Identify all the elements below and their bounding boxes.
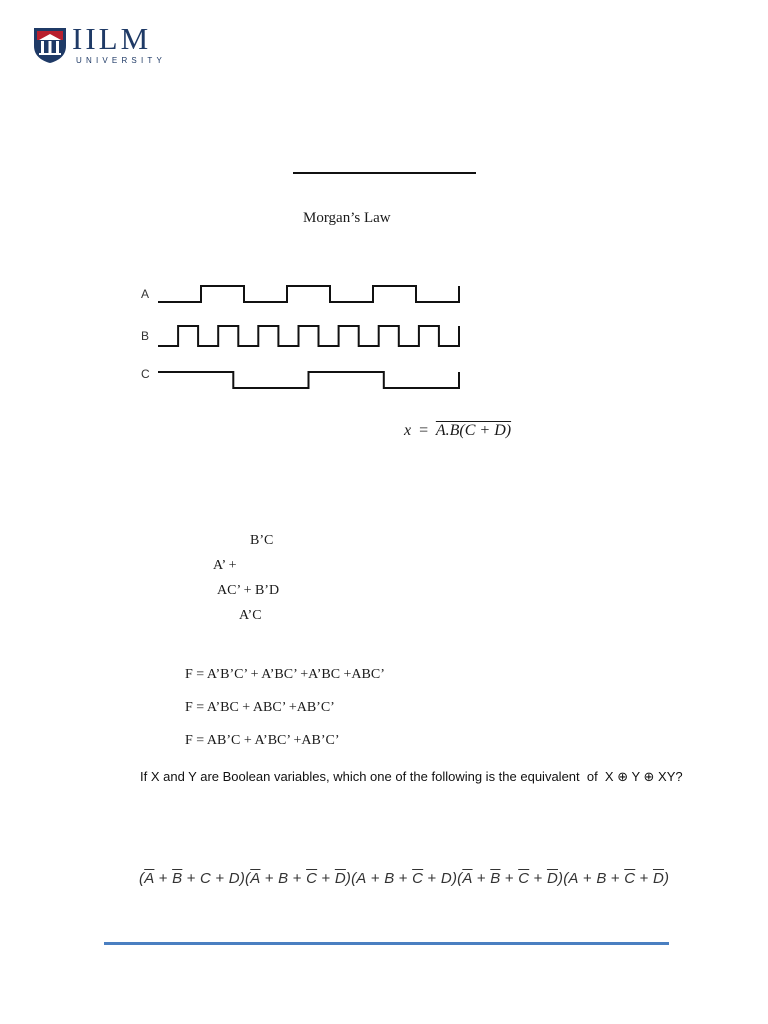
- pos-term: $(\overline{A} + \overline{B} + C + D)$: [139, 870, 246, 887]
- timing-diagram: [136, 278, 476, 398]
- expression-equals: =: [419, 422, 429, 439]
- option-2: A’ +: [213, 558, 237, 573]
- pos-variable: $\overline{C}$: [624, 870, 636, 887]
- pos-variable: B: [384, 870, 395, 887]
- option-3: AC’ + B’D: [217, 583, 280, 598]
- signal-label-a: A: [141, 287, 150, 301]
- pos-variable: $\overline{D}$: [546, 870, 558, 887]
- logo-subtitle: UNIVERSITY: [76, 56, 167, 65]
- boolean-expression: [404, 422, 511, 440]
- section-subtitle: Morgan’s Law: [303, 210, 391, 226]
- crest-icon: [32, 26, 68, 64]
- signal-label-b: B: [141, 329, 150, 343]
- waveform-a: [158, 286, 459, 302]
- expression-lhs: x: [404, 422, 412, 439]
- pos-variable: $\overline{D}$: [652, 870, 665, 887]
- pos-variable: D: [228, 870, 240, 887]
- pos-variable: A: [356, 870, 367, 887]
- pos-variable: $\overline{C}$: [306, 870, 318, 887]
- pos-variable: $\overline{D}$: [334, 870, 346, 887]
- pos-variable: $\overline{B}$: [490, 870, 501, 887]
- pos-term: $(A + B + \overline{C} + \overline{D})$: [563, 870, 670, 887]
- footer-rule: [104, 942, 669, 945]
- function-1: F = A’B’C’ + A’BC’ +A’BC +ABC’: [185, 667, 385, 682]
- waveform-c: [158, 372, 459, 388]
- product-expression: [139, 870, 669, 887]
- pos-variable: $\overline{A}$: [144, 870, 155, 887]
- pos-variable: A: [568, 870, 579, 887]
- pos-variable: $\overline{A}$: [462, 870, 473, 887]
- logo-name: IILM: [72, 21, 152, 56]
- pos-term: $(\overline{A} + \overline{B} + \overline{C} + \overline{D})$: [457, 870, 564, 887]
- function-2: F = A’BC + ABC’ +AB’C’: [185, 700, 335, 715]
- pos-variable: C: [200, 870, 212, 887]
- pos-variable: $\overline{B}$: [172, 870, 183, 887]
- university-logo: [32, 21, 182, 68]
- pos-variable: $\overline{A}$: [250, 870, 261, 887]
- pos-variable: B: [278, 870, 289, 887]
- pos-variable: D: [440, 870, 452, 887]
- signal-label-c: C: [141, 367, 150, 381]
- pos-variable: B: [596, 870, 607, 887]
- option-1: B’C: [250, 533, 274, 548]
- pos-term: $(A + B + \overline{C} + D)$: [351, 870, 458, 887]
- pos-variable: $\overline{C}$: [518, 870, 530, 887]
- pos-term: $(\overline{A} + B + \overline{C} + \overline{D})$: [245, 870, 352, 887]
- function-3: F = AB’C + A’BC’ +AB’C’: [185, 733, 340, 748]
- option-4: A’C: [239, 608, 262, 623]
- question-text: If X and Y are Boolean variables, which one of the following is the equivalent of X ⊕ Y ⊕ XY?: [140, 769, 683, 784]
- expression-rhs: A.B(C + D): [435, 422, 512, 439]
- pos-variable: $\overline{C}$: [412, 870, 424, 887]
- title-rule: [293, 172, 476, 174]
- waveform-b: [158, 326, 459, 346]
